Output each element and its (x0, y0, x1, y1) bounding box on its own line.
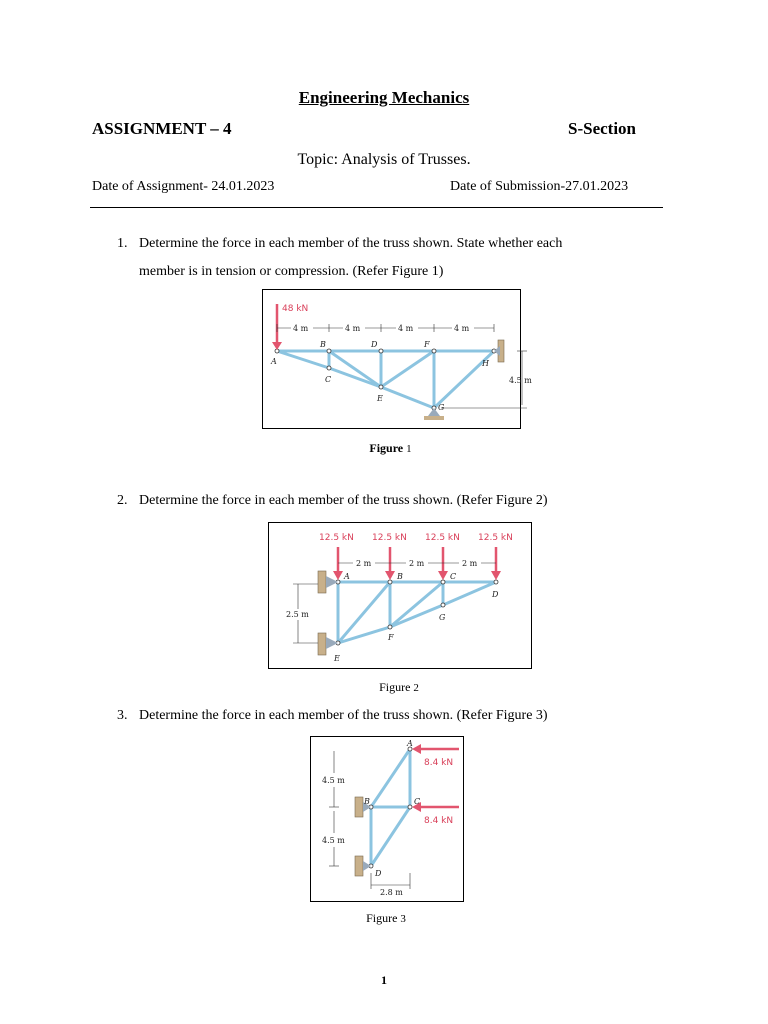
joint-label: B (364, 797, 370, 806)
section-label: S-Section (568, 119, 636, 138)
spacing-label: 2 m (356, 559, 372, 568)
course-title: Engineering Mechanics (298, 88, 470, 107)
truss-members (371, 749, 410, 866)
joint-label: D (492, 590, 499, 599)
figure-2-truss (268, 522, 532, 669)
caption-number: 1 (406, 443, 412, 455)
date-of-assignment: Date of Assignment- 24.01.2023 (92, 179, 275, 194)
joint-label: B (320, 340, 326, 349)
spacing-label: 4 m (293, 324, 309, 333)
load-label: 12.5 kN (478, 533, 513, 543)
spacing-label: 2 m (462, 559, 478, 568)
question-text-cont: member is in tension or compression. (Refer Figure 1) (139, 264, 444, 279)
height-label: 4.5 m (509, 376, 532, 385)
joint-label: D (375, 869, 382, 878)
load-label: 8.4 kN (424, 758, 454, 768)
joint-label: A (344, 572, 350, 581)
pin-support-a (326, 576, 338, 588)
joint-label: F (424, 340, 430, 349)
width-label: 2.8 m (380, 888, 403, 897)
truss-members (338, 582, 496, 643)
caption-word: Figure (369, 441, 404, 455)
spacing-label: 4 m (454, 324, 470, 333)
question-number: 1. (117, 236, 128, 251)
question-2 (117, 487, 548, 515)
joint-label: G (439, 613, 446, 622)
load-label: 12.5 kN (425, 533, 460, 543)
figure-3-caption (310, 911, 462, 926)
caption-word: Figure (379, 680, 411, 694)
figure-3-truss (310, 736, 464, 902)
joint-label: E (377, 394, 383, 403)
caption-number: 2 (413, 682, 419, 694)
question-1 (117, 230, 562, 286)
figure-2-caption (268, 680, 530, 695)
load-arrowheads (333, 571, 501, 580)
topic-line: Topic: Analysis of Trusses. (297, 151, 471, 168)
question-text: Determine the force in each member of the truss shown. (Refer Figure 3) (139, 708, 548, 723)
joint-label: F (388, 633, 394, 642)
joint-label: B (397, 572, 403, 581)
page-number: 1 (381, 973, 387, 987)
height-dimension (329, 751, 339, 866)
spacing-label: 2 m (409, 559, 425, 568)
joint-label: A (407, 739, 413, 748)
ground-support-g (424, 416, 444, 420)
spacing-label: 4 m (398, 324, 414, 333)
question-text: Determine the force in each member of the truss shown. State whether each (139, 236, 563, 251)
joint-label: H (482, 359, 489, 368)
load-label: 12.5 kN (319, 533, 354, 543)
pin-support-e (326, 637, 338, 649)
date-of-submission: Date of Submission-27.01.2023 (450, 179, 629, 194)
assignment-label: ASSIGNMENT – 4 (92, 119, 232, 138)
wall-support-e (318, 633, 326, 655)
wall-support-b (355, 797, 363, 817)
question-number: 2. (117, 493, 128, 508)
wall-support-d (355, 856, 363, 876)
joint-label: E (334, 654, 340, 663)
question-number: 3. (117, 708, 128, 723)
truss-members (277, 351, 494, 408)
joint-label: C (325, 375, 332, 384)
joint-label: D (371, 340, 378, 349)
question-3 (117, 702, 548, 730)
joint-label: C (414, 797, 421, 806)
load-arrowhead (272, 342, 282, 350)
spacing-label: 4 m (345, 324, 361, 333)
height-label: 2.5 m (286, 610, 309, 619)
pin-support-h (494, 346, 500, 356)
joint-label: A (271, 357, 277, 366)
caption-word: Figure (366, 911, 398, 925)
joint-label: C (450, 572, 457, 581)
height-label: 4.5 m (322, 836, 345, 845)
height-label: 4.5 m (322, 776, 345, 785)
wall-support-a (318, 571, 326, 593)
question-text: Determine the force in each member of the truss shown. (Refer Figure 2) (139, 493, 548, 508)
joint-label: G (438, 403, 445, 412)
header-divider (90, 207, 663, 208)
load-label: 12.5 kN (372, 533, 407, 543)
load-label: 48 kN (282, 304, 309, 314)
figure-1-truss (262, 289, 532, 429)
figure-1-caption (262, 441, 519, 456)
load-label: 8.4 kN (424, 816, 454, 826)
caption-number: 3 (400, 913, 406, 925)
